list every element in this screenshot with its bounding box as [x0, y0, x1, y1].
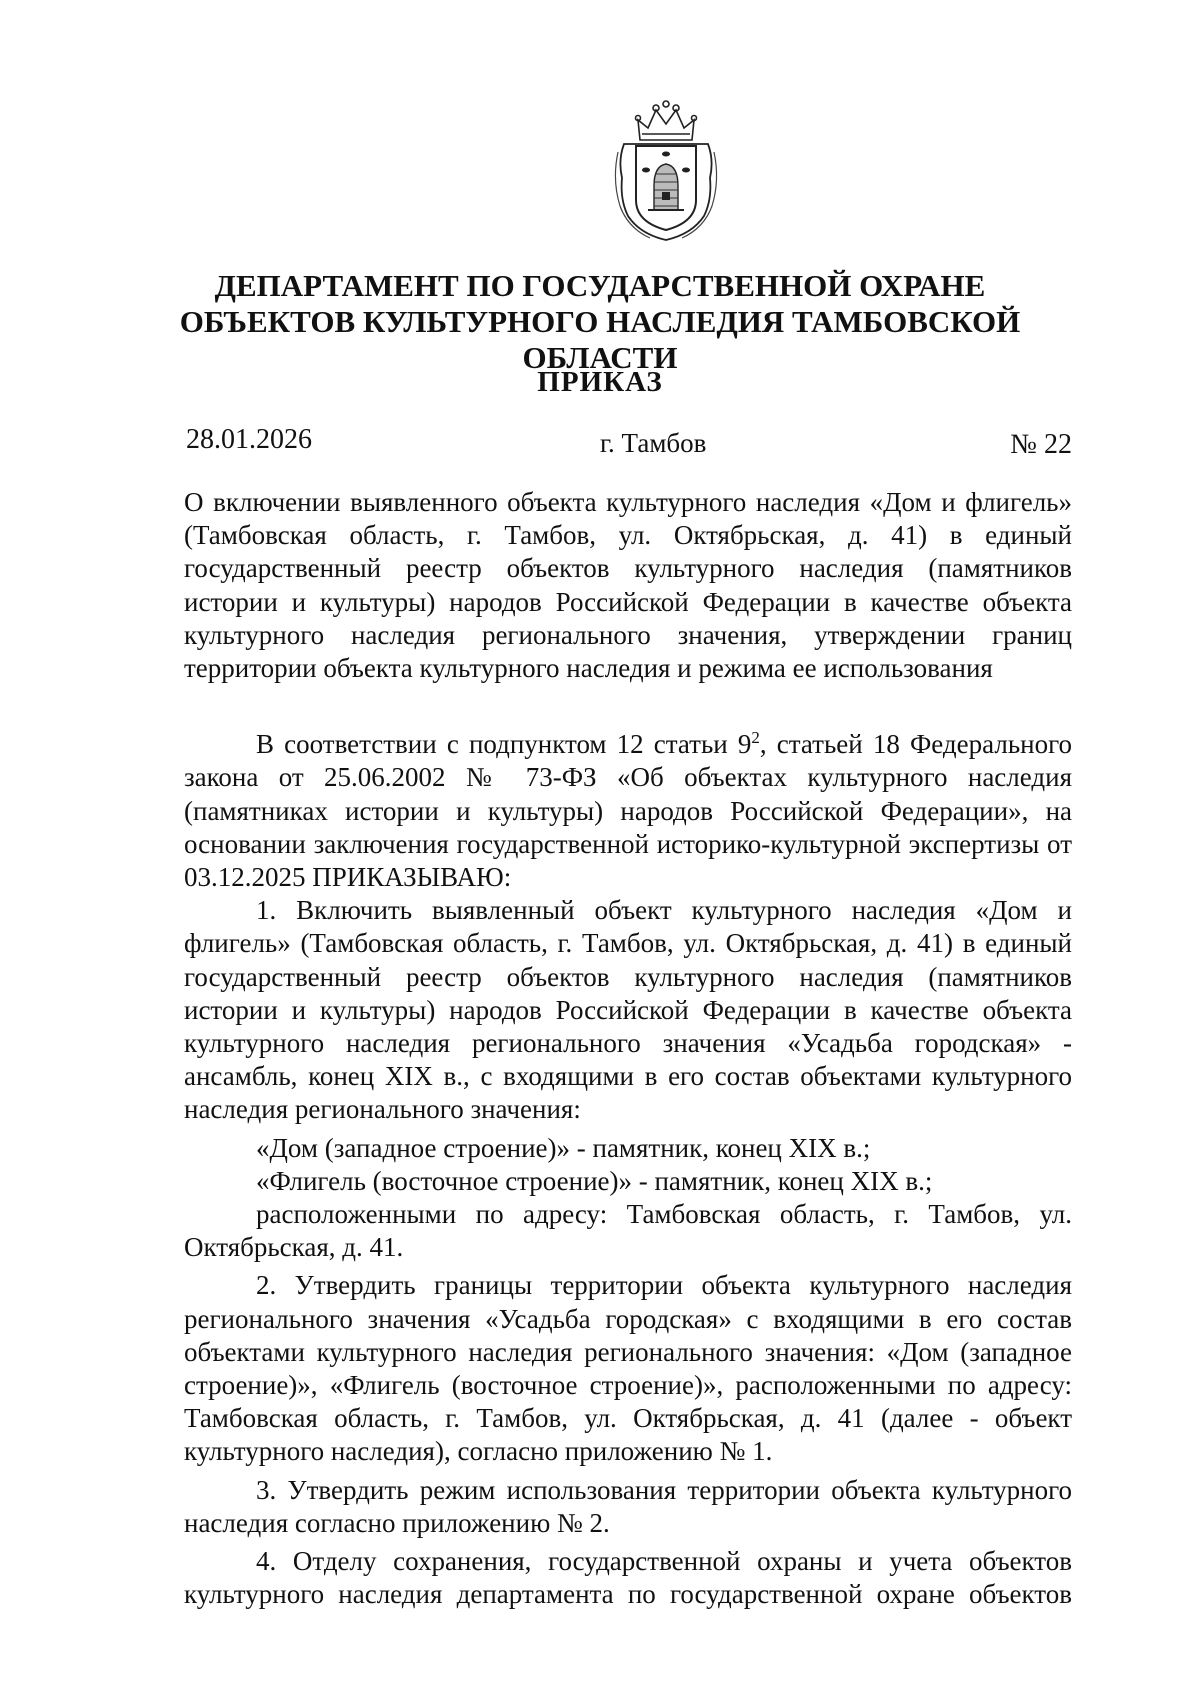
preamble-text-end: , статьей 18 Федерального закона от 25.06.2002 № 73-ФЗ «Об объектах культурного наследия (памятниках истории и культуры) народов Российской Федерации», на основании заключения государственной историко-культурной экспертизы от 03.12.2025 ПРИКАЗЫВАЮ:	[184, 729, 1072, 893]
order-item-4: 4. Отделу сохранения, государственной охраны и учета объектов культурного наследия департамента по государственной охране объектов	[184, 1546, 1072, 1610]
preamble-superscript: 2	[751, 728, 760, 748]
document-type: ПРИКАЗ	[537, 366, 663, 398]
order-item-3: 3. Утвердить режим использования территории объекта культурного наследия согласно приложению № 2.	[184, 1474, 1072, 1538]
preamble-text-start: В соответствии с подпунктом 12 статьи 9	[256, 729, 752, 760]
document-body	[184, 486, 1072, 1617]
order-item-1: 1. Включить выявленный объект культурного наследия «Дом и флигель» (Тамбовская область, г. Тамбов, ул. Октябрьская, д. 41) в единый государственный реестр объектов культурного наследия (памятников истории и культуры) народов Российской Федерации в качестве объекта культурного наследия регионального значения «Усадьба городская» - ансамбль, конец XIX в., с входящими в его состав объектами культурного наследия регионального значения:	[184, 895, 1072, 1125]
order-item-2: 2. Утвердить границы территории объекта культурного наследия регионального значения «Усадьба городская» с входящими в его состав объектами культурного наследия регионального значения: «Дом (западное строение)», «Флигель (восточное строение)», расположенными по адресу: Тамбовская область, г. Тамбов, ул. Октябрьская, д. 41 (далее - объект культурного наследия), согласно приложению № 1.	[184, 1270, 1072, 1467]
preamble-paragraph	[184, 721, 1072, 894]
item-1-list-line-1: «Дом (западное строение)» - памятник, конец XIX в.;	[256, 1132, 871, 1163]
item-1-list-line-3: расположенными по адресу: Тамбовская область, г. Тамбов, ул. Октябрьская, д. 41.	[184, 1199, 1072, 1263]
order-date: 28.01.2026	[186, 424, 312, 455]
order-city: г. Тамбов	[600, 428, 707, 458]
tambov-coat-of-arms-emblem	[610, 100, 722, 242]
order-number: № 22	[1010, 429, 1072, 460]
order-subject: О включении выявленного объекта культурного наследия «Дом и флигель» (Тамбовская область, г. Тамбов, ул. Октябрьская, д. 41) в единый государственный реестр объектов культурного наследия (памятников истории и культуры) народов Российской Федерации в качестве объекта культурного наследия регионального значения, утверждении границ территории объекта культурного наследия и режима ее использования	[184, 487, 1072, 684]
item-1-list-line-2: «Флигель (восточное строение)» - памятник, конец XIX в.;	[256, 1165, 933, 1196]
department-title: ДЕПАРТАМЕНТ ПО ГОСУДАРСТВЕННОЙ ОХРАНЕ ОБЪЕКТОВ КУЛЬТУРНОГО НАСЛЕДИЯ ТАМБОВСКОЙ ОБЛАСТИ	[179, 268, 1021, 375]
